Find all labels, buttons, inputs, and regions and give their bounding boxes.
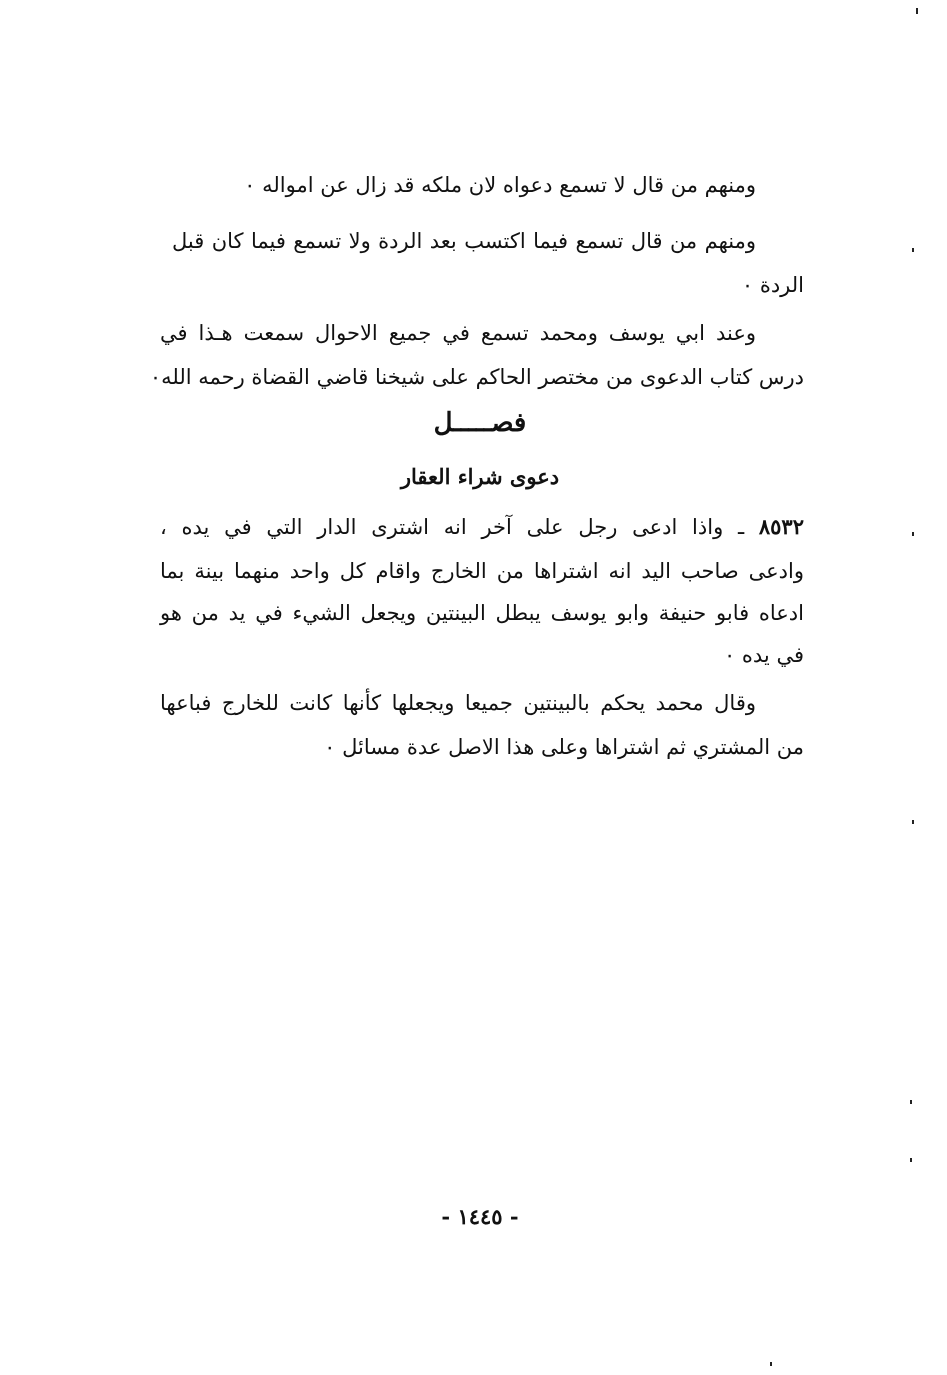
article-line-1-text: ـ واذا ادعى رجل على آخر انه اشترى الدار التي في يده ، <box>160 515 745 539</box>
section-subtitle: دعوى شراء العقار <box>400 464 560 489</box>
page-number: - ١٤٤٥ - <box>441 1204 519 1229</box>
edge-mark <box>770 1362 772 1366</box>
article-line-5: وقال محمد يحكم بالبينتين جميعا ويجعلها كأنها كانت للخارج فباعها <box>160 691 756 715</box>
edge-mark <box>912 248 914 252</box>
paragraph-3-line-2: درس كتاب الدعوى من مختصر الحاكم على شيخنا قاضي القضاة رحمه الله٠ <box>149 365 804 389</box>
article-line-1 <box>160 512 804 542</box>
edge-mark <box>912 820 914 824</box>
edge-mark <box>912 532 914 536</box>
article-line-2: وادعى صاحب اليد انه اشتراها من الخارج واقام كل واحد منهما بينة بما <box>160 559 804 583</box>
edge-mark <box>910 1100 912 1104</box>
paragraph-2-line-2: الردة ٠ <box>741 273 804 297</box>
paragraph-3-line-1: وعند ابي يوسف ومحمد تسمع في جميع الاحوال سمعت هـذا في <box>160 321 756 345</box>
edge-mark <box>910 1158 912 1162</box>
paragraph-2-line-1: ومنهم من قال تسمع فيما اكتسب بعد الردة ولا تسمع فيما كان قبل <box>172 229 756 253</box>
article-line-4: في يده ٠ <box>723 643 804 667</box>
paragraph-1-line-1: ومنهم من قال لا تسمع دعواه لان ملكه قد زال عن امواله ٠ <box>244 173 756 197</box>
section-title: فصـــــل <box>433 408 527 438</box>
edge-mark <box>916 8 918 14</box>
article-line-6: من المشتري ثم اشتراها وعلى هذا الاصل عدة مسائل ٠ <box>324 735 804 759</box>
article-number: ٨٥٣٢ <box>758 514 804 539</box>
article-line-3: ادعاه فابو حنيفة وابو يوسف يبطل البينتين ويجعل الشيء في يد من هو <box>160 601 804 625</box>
